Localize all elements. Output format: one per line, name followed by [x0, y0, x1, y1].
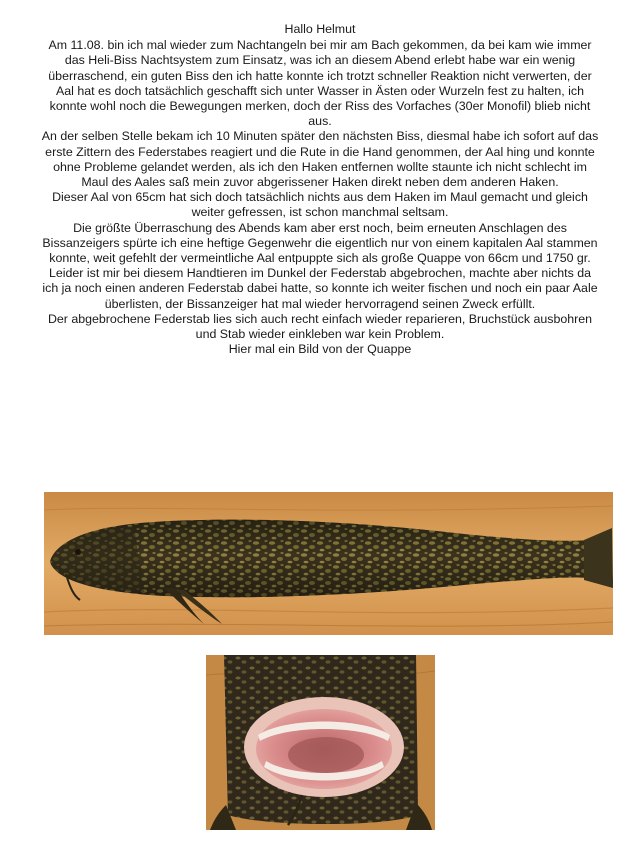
paragraph-3: Dieser Aal von 65cm hat sich doch tatsächlich nichts aus dem Haken im Maul gemacht und gleich weiter gefressen, ist schon manchmal seltsam. — [52, 190, 588, 220]
letter-text — [40, 22, 600, 357]
paragraph-1: Am 11.08. bin ich mal wieder zum Nachtangeln bei mir am Bach gekommen, da bei kam wie immer das Heli-Biss Nachtsystem zum Einsatz, was ich an diesem Abend erlebt habe war ein wenig überraschend, ein guten Biss den ich hatte konnte ich trotzt schneller Reaktion nicht verwerten, der Aal hat es doch tatsächlich geschafft sich unter Wasser in Ästen oder Wurzeln fest zu halten, ich konnte wohl noch die Bewegungen merken, doch der Riss des Vorfaches (30er Monofil) blieb nicht aus. — [48, 38, 592, 129]
paragraph-4: Die größte Überraschung des Abends kam aber erst noch, beim erneuten Anschlagen des Bissanzeigers spürte ich eine heftige Gegenwehr die eigentlich nur von einem kapitalen Aal stammen konnte, weit gefehlt der vermeintliche Aal entpuppte sich als große Quappe von 66cm und 1750 gr. — [42, 220, 598, 266]
paragraph-6: Der abgebrochene Federstab lies sich auch recht einfach wieder reparieren, Bruchstück ausbohren und Stab wieder einkleben war kein Problem. — [47, 311, 593, 342]
burbot-mouth-photo — [206, 655, 435, 830]
paragraph-5: Leider ist mir bei diesem Handtieren im Dunkel der Federstab abgebrochen, machte aber nichts da ich ja noch einen anderen Federstab dabei hatte, so konnte ich weiter fischen und noch ein paar Aale überlisten, der Bissanzeiger hat mal wieder hervorragend seinen Zweck erfüllt. — [42, 266, 598, 311]
photo-caption-line: Hier mal ein Bild von der Quappe — [228, 342, 412, 357]
paragraph-2: An der selben Stelle bekam ich 10 Minuten später den nächsten Biss, diesmal habe ich sofort auf das erste Zittern des Federstabes reagiert und die Rute in die Hand genommen, der Aal hing und konnte ohne Probleme gelandet werden, als ich den Haken entfernen wollte staunte ich nicht schlecht im Maul des Aales saß mein zuvor abgerissener Haken direkt neben dem anderen Haken. — [41, 129, 599, 190]
burbot-side-photo — [44, 492, 613, 635]
greeting: Hallo Helmut — [284, 22, 356, 36]
